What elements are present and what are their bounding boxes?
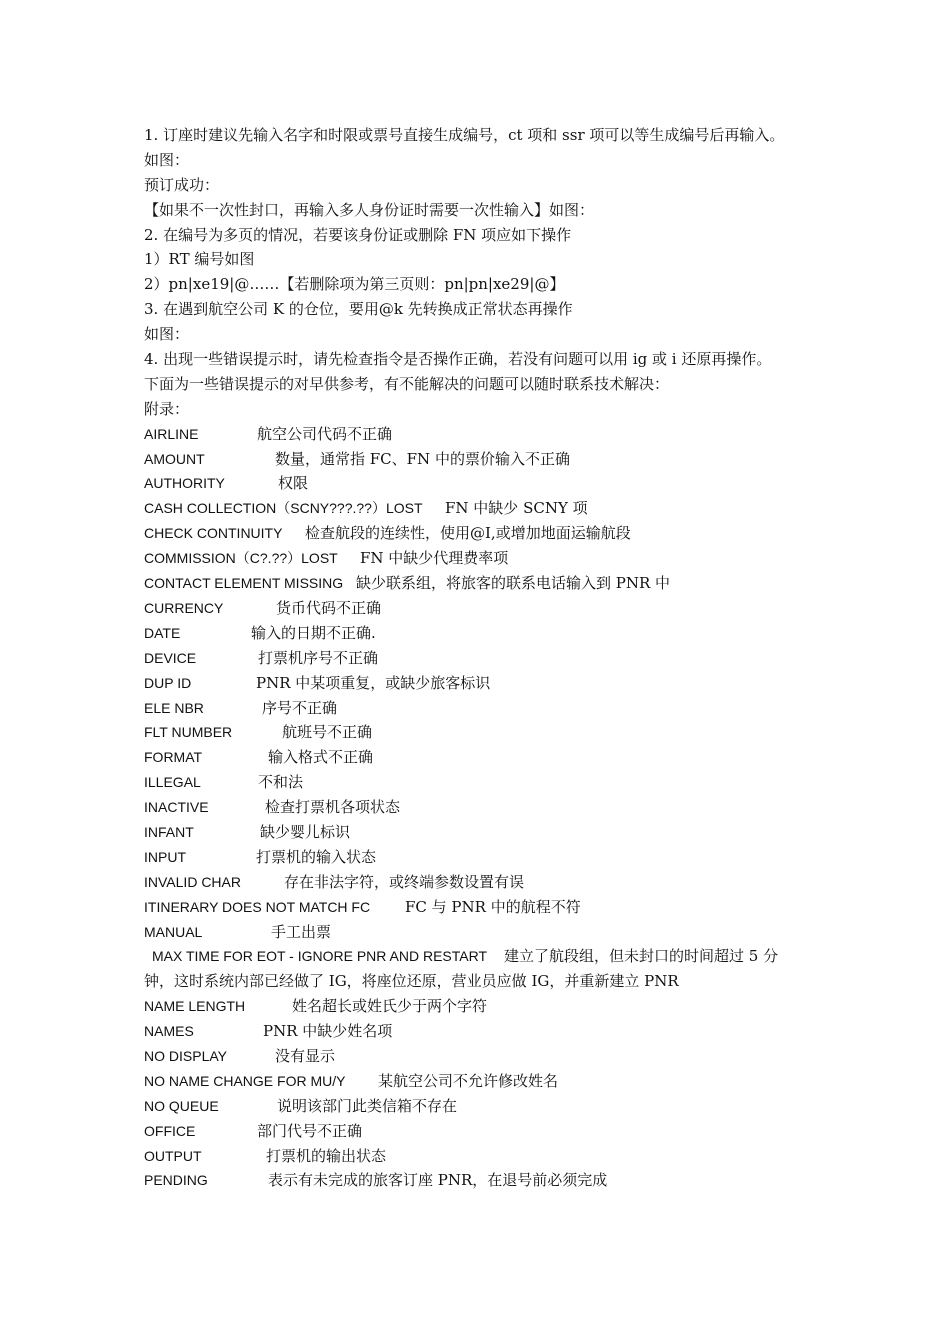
glossary-term: MANUAL [144,923,203,940]
glossary-term: NO QUEUE [144,1097,219,1114]
glossary-definition: 建立了航段组，但未封口的时间超过 5 分 [504,947,779,966]
glossary-term: AMOUNT [144,450,205,467]
glossary-entry [144,770,824,795]
glossary-entry [144,1069,824,1094]
glossary-definition: FN 中缺少 SCNY 项 [445,499,588,518]
glossary-definition: 航班号不正确 [282,723,373,742]
glossary-term: COMMISSION（C?.??）LOST [144,550,338,567]
glossary-term: INFANT [144,823,194,840]
glossary-definition: FC 与 PNR 中的航程不符 [405,897,581,916]
glossary-definition: PNR 中某项重复，或缺少旅客标识 [256,673,491,692]
glossary-definition: 缺少婴儿标识 [260,822,351,841]
glossary-entry [144,745,824,770]
glossary-definition: 某航空公司不允许修改姓名 [378,1071,559,1090]
glossary-term: CONTACT ELEMENT MISSING [144,575,344,592]
glossary-entry [144,546,824,571]
paragraph-item-1: 1. 订座时建议先输入名字和时限或票号直接生成编号，ct 项和 ssr 项可以等生成编号后再输入。 [144,126,785,144]
glossary-entry [144,571,824,596]
glossary-term: INACTIVE [144,799,209,816]
glossary-definition-continued: 钟，这时系统内部已经做了 IG，将座位还原，营业员应做 IG，并重新建立 PNR [144,972,679,991]
glossary-term: CHECK CONTINUITY [144,525,283,542]
glossary-entry [144,646,824,671]
glossary-term: AUTHORITY [144,475,225,492]
glossary-term: NAMES [144,1023,194,1040]
glossary-term: MAX TIME FOR EOT - IGNORE PNR AND RESTART [152,948,488,965]
glossary-definition: 检查打票机各项状态 [265,798,401,817]
glossary-definition: 打票机的输入状态 [256,847,377,866]
glossary-entry [144,521,824,546]
glossary-list-2 [144,994,824,1193]
glossary-entry [144,870,824,895]
glossary-term: NAME LENGTH [144,998,246,1015]
glossary-entry [144,1119,824,1144]
glossary-entry [144,447,824,472]
glossary-definition: 权限 [278,474,309,493]
glossary-entry [144,671,824,696]
glossary-definition: 不和法 [258,773,304,792]
glossary-term: NO NAME CHANGE FOR MU/Y [144,1072,346,1089]
glossary-entry [144,496,824,521]
glossary-entry [144,994,824,1019]
glossary-definition: 航空公司代码不正确 [257,424,393,443]
glossary-definition: 没有显示 [275,1046,336,1065]
glossary-entry [144,1094,824,1119]
paragraph-item-3: 3. 在遇到航空公司 K 的仓位，要用@k 先转换成正常状态再操作 [144,300,573,319]
glossary-definition: 缺少联系组，将旅客的联系电话输入到 PNR 中 [356,574,671,593]
glossary-definition: 部门代号不正确 [257,1121,363,1140]
glossary-entry [144,621,824,646]
glossary-term: DEVICE [144,649,197,666]
glossary-term: ILLEGAL [144,774,201,791]
glossary-entry [144,820,824,845]
glossary-term: CASH COLLECTION（SCNY???.??）LOST [144,500,423,517]
glossary-term: NO DISPLAY [144,1047,227,1064]
glossary-definition: 说明该部门此类信箱不存在 [277,1096,458,1115]
glossary-entry [144,1168,824,1193]
glossary-definition: FN 中缺少代理费率项 [360,549,509,568]
glossary-entry [144,720,824,745]
glossary-definition: 表示有未完成的旅客订座 PNR，在退号前必须完成 [268,1171,608,1190]
glossary-list [144,422,824,945]
glossary-entry [144,895,824,920]
paragraph-step-1: 1）RT 编号如图 [144,250,255,269]
glossary-term: FLT NUMBER [144,724,233,741]
paragraph-as-shown-2: 如图： [144,325,190,344]
glossary-definition: 手工出票 [271,922,332,941]
glossary-definition: 数量，通常指 FC、FN 中的票价输入不正确 [275,449,570,468]
paragraph-item-2: 2. 在编号为多页的情况，若要该身份证或删除 FN 项应如下操作 [144,225,572,244]
glossary-term: AIRLINE [144,425,199,442]
paragraph-appendix: 附录： [144,399,190,418]
glossary-definition: 序号不正确 [262,698,338,717]
glossary-definition: PNR 中缺少姓名项 [263,1022,393,1041]
glossary-entry [144,596,824,621]
glossary-definition: 打票机的输出状态 [266,1146,387,1165]
glossary-entry [144,795,824,820]
glossary-term: INVALID CHAR [144,873,241,890]
paragraph-below: 下面为一些错误提示的对早供参考，有不能解决的问题可以随时联系技术解决： [144,374,670,393]
glossary-entry [144,845,824,870]
glossary-entry [144,1019,824,1044]
paragraph-as-shown: 如图： [144,150,190,169]
paragraph-note: 【如果不一次性封口，再输入多人身份证时需要一次性输入】如图： [144,200,595,219]
glossary-term: INPUT [144,848,186,865]
glossary-definition: 存在非法字符，或终端参数设置有误 [284,872,525,891]
glossary-entry [144,422,824,447]
glossary-definition: 货币代码不正确 [276,598,382,617]
glossary-definition: 输入格式不正确 [268,748,374,767]
glossary-term: OFFICE [144,1122,196,1139]
glossary-term: ELE NBR [144,699,204,716]
glossary-term: OUTPUT [144,1147,202,1164]
glossary-entry [144,1044,824,1069]
glossary-definition: 输入的日期不正确. [251,623,376,642]
glossary-term: DUP ID [144,674,192,691]
glossary-entry-max-time [144,944,824,969]
paragraph-item-4: 4. 出现一些错误提示时，请先检查指令是否操作正确，若没有问题可以用 ig 或 i 还原再操作。 [144,350,772,369]
glossary-term: DATE [144,624,181,641]
paragraph-step-2: 2）pn|xe19|@……【若删除项为第三页则：pn|pn|xe29|@】 [144,275,565,294]
document-body [144,123,824,1193]
glossary-entry [144,920,824,945]
glossary-term: CURRENCY [144,599,224,616]
glossary-definition: 打票机序号不正确 [258,648,379,667]
glossary-term: ITINERARY DOES NOT MATCH FC [144,898,371,915]
glossary-entry [144,471,824,496]
glossary-term: PENDING [144,1172,208,1189]
glossary-entry [144,1144,824,1169]
glossary-definition: 姓名超长或姓氏少于两个字符 [292,997,488,1016]
glossary-definition: 检查航段的连续性，使用@I,或增加地面运输航段 [305,524,631,543]
glossary-term: FORMAT [144,749,203,766]
paragraph-booked: 预订成功： [144,175,220,194]
glossary-entry [144,696,824,721]
